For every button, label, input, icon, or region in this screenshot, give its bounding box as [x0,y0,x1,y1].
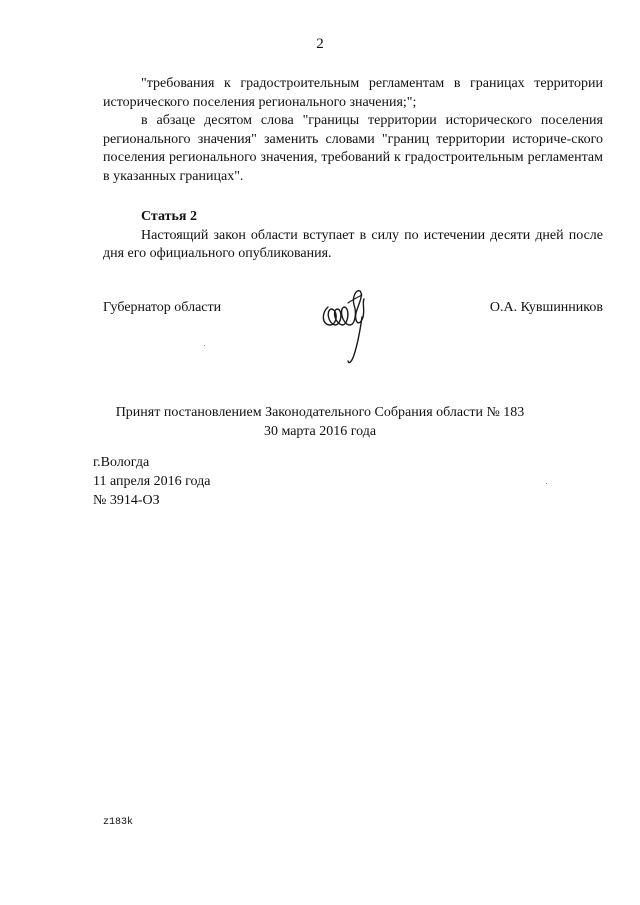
handwritten-signature [318,283,382,369]
adoption-note [0,404,640,441]
signatory-position: Губернатор области [103,300,222,315]
adoption-line-1: Принят постановлением Законодательного Собрания области № 183 [115,405,525,420]
article-text: Настоящий закон области вступает в силу по истечении десяти дней после дня его официального опубликования. [103,227,603,261]
amendment-paragraph-2: в абзаце десятом слова "границы территории исторического поселения регионального значения" заменить словами "границ территории историче-ского поселения регионального значения, требований к градостроительным регламентам в указанных границах". [103,113,603,184]
scan-speck [204,345,205,346]
document-body [103,75,603,264]
adoption-date: 30 марта 2016 года [263,423,377,439]
document-code: z183k [103,817,134,828]
article-2 [103,208,603,264]
scan-speck [546,483,547,484]
signing-date: 11 апреля 2016 года [93,474,211,489]
amendment-paragraph-1: "требования к градостроительным регламентам в границах территории исторического поселения регионального значения;"; [103,76,603,110]
page-number: 2 [316,36,324,52]
article-heading: Статья 2 [141,209,197,224]
place-date-number [93,453,210,510]
law-number: № 3914-ОЗ [93,493,160,508]
signatory-name: О.А. Кувшинников [489,300,603,315]
city: г.Вологда [93,455,150,470]
